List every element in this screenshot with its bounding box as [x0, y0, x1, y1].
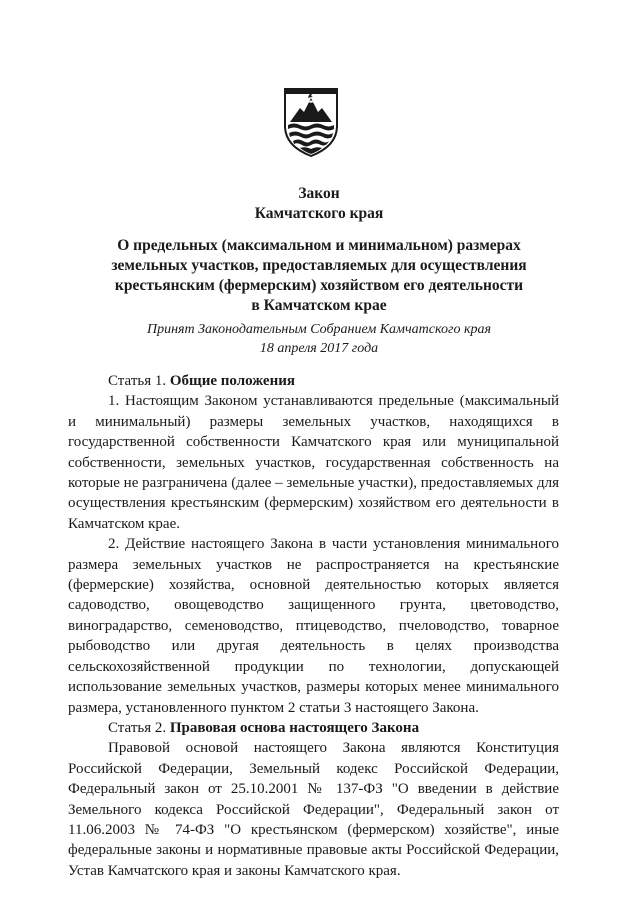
- law-subject-line: крестьянским (фермерским) хозяйством его деятельности: [114, 277, 524, 294]
- kamchatka-coat-of-arms-icon: [282, 86, 340, 158]
- law-title-line2: Камчатского края: [254, 205, 384, 222]
- article-2-paragraph-1: Правовой основой настоящего Закона являются Конституция Российской Федерации, Земельный кодекс Российской Федерации, Федеральный закон от 25.10.2001 № 137-ФЗ "О введении в действие Земельного кодекса Российской Федерации", Федеральный закон от 11.06.2003 № 74-ФЗ "О крестьянском (фермерском) хозяйстве", иные федеральные законы и нормативные правовые акты Российской Федерации, Устав Камчатского края и законы Камчатского края.: [68, 740, 559, 879]
- article-2-heading: [68, 718, 559, 738]
- article-1-paragraph-2: 2. Действие настоящего Закона в части установления минимального размера земельных участков не распространяется на крестьянские (фермерские) хозяйства, основной деятельностью которых является садоводство, овощеводство защищенного грунта, цветоводство, виноградарство, семеноводство, птицеводство, пчеловодство, товарное рыбоводство или другая деятельность в целях производства сельскохозяйственной продукции по технологии, допускающей использование земельных участков, размеры которых менее минимального размера, установленного пунктом 2 статьи 3 настоящего Закона.: [68, 536, 559, 716]
- law-subject-line: земельных участков, предоставляемых для осуществления: [111, 257, 527, 274]
- law-subject: [60, 236, 578, 316]
- article-2-name: Правовая основа настоящего Закона: [169, 719, 420, 736]
- article-2-number: Статья 2.: [108, 719, 167, 736]
- adoption-body: Принят Законодательным Собранием Камчатского края: [146, 322, 492, 337]
- law-body: [68, 371, 559, 881]
- law-subject-line: в Камчатском крае: [251, 297, 387, 314]
- law-title-line1: Закон: [298, 185, 340, 202]
- adoption-note: [60, 320, 578, 358]
- law-subject-line: О предельных (максимальном и минимальном) размерах: [117, 237, 521, 254]
- law-title: [60, 184, 578, 224]
- article-1-name: Общие положения: [169, 373, 295, 389]
- article-1-paragraph-1: 1. Настоящим Законом устанавливаются предельные (максимальный и минимальный) размеры земельных участков, находящихся в государственной собственности Камчатского края или муниципальной собственности, земельных участков, государственная собственность на которые не разграничена (далее – земельные участки), предоставляемых для осуществления крестьянским (фермерским) хозяйством его деятельности в Камчатском крае.: [68, 393, 560, 532]
- adoption-date: 18 апреля 2017 года: [259, 341, 379, 356]
- article-1-heading: [68, 371, 559, 391]
- article-1-number: Статья 1.: [108, 373, 167, 389]
